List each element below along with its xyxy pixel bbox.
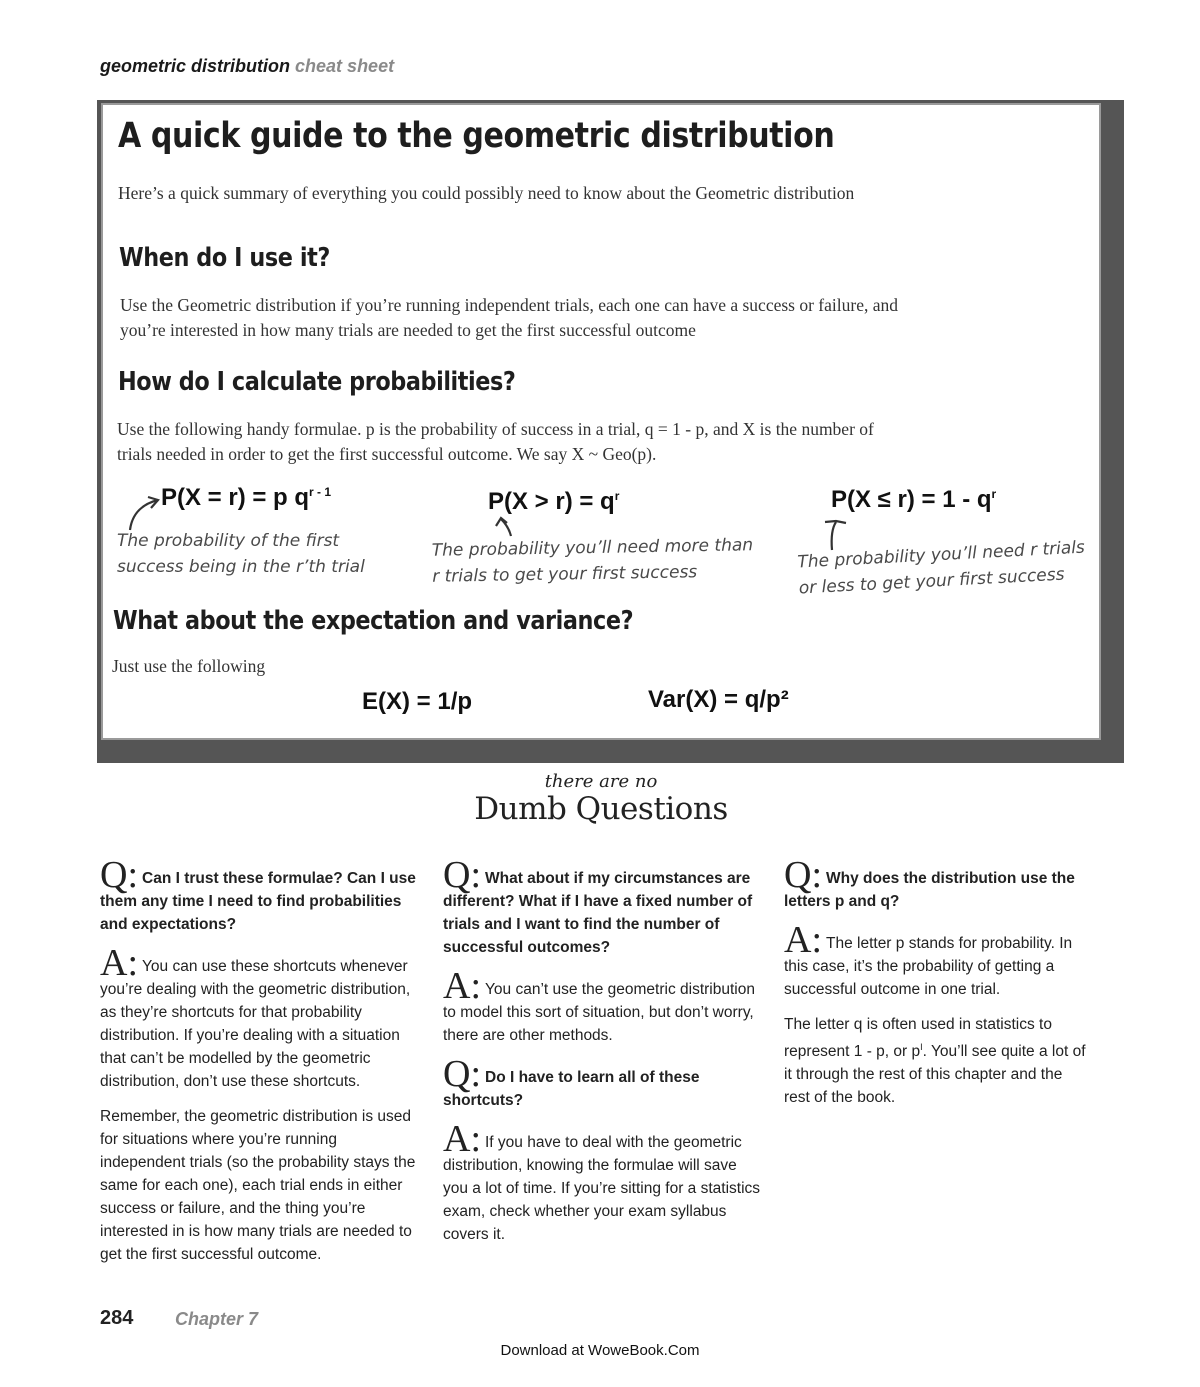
logo-small-text: there are no bbox=[544, 771, 658, 792]
note-less-equal-line-2: or less to get your first success bbox=[798, 564, 1065, 599]
when-text bbox=[120, 293, 898, 343]
a-initial: A: bbox=[784, 919, 822, 961]
header-topic: geometric distribution bbox=[100, 56, 291, 76]
formula-greater-exponent: r bbox=[614, 489, 620, 503]
formula-less-equal-base: P(X ≤ r) = 1 - q bbox=[831, 486, 992, 513]
header-label: cheat sheet bbox=[295, 56, 395, 76]
formula-pmf bbox=[161, 484, 331, 512]
page-number: 284 bbox=[100, 1307, 134, 1329]
when-line-1: Use the Geometric distribution if you’re running independent trials, each one can have a success or failure, and bbox=[120, 295, 898, 315]
note-pmf-line-1: The probability of the first bbox=[117, 531, 340, 551]
formula-less-equal-exponent: r bbox=[991, 487, 997, 501]
answer-text: You can use these shortcuts whenever you’re dealing with the geometric distribution, as they’re shortcuts for that probability distribution. If you’re dealing with a situation that can’t be modelled by the geometric distribution, don’t use these shortcuts. bbox=[100, 958, 411, 1090]
a-initial: A: bbox=[443, 965, 481, 1007]
question-text: What about if my circumstances are different? What if I have a fixed number of trials and I want to find the number of successful outcomes? bbox=[443, 870, 753, 956]
qa-column-1 bbox=[100, 854, 422, 1278]
question-text: Why does the distribution use the letters p and q? bbox=[784, 870, 1075, 910]
answer bbox=[784, 919, 1092, 1001]
qa-column-2 bbox=[443, 854, 765, 1258]
answer-text: If you have to deal with the geometric distribution, knowing the formulae will save you a lot of time. If you’re sitting for a statistics exam, check whether your exam syllabus covers it. bbox=[443, 1134, 761, 1243]
panel-intro: Here’s a quick summary of everything you could possibly need to know about the Geometric distribution bbox=[118, 183, 855, 203]
panel-title: A quick guide to the geometric distribution bbox=[118, 116, 835, 156]
formula-greater bbox=[488, 488, 619, 516]
question bbox=[443, 1053, 765, 1112]
answer-text: You can’t use the geometric distribution to model this sort of situation, but don’t worry, there are other methods. bbox=[443, 981, 755, 1044]
running-header bbox=[100, 56, 394, 77]
q-initial: Q: bbox=[443, 854, 481, 896]
note-greater-line-2: r trials to get your first success bbox=[432, 562, 698, 587]
how-text bbox=[117, 417, 874, 467]
q-initial: Q: bbox=[784, 854, 822, 896]
expectation-text: Just use the following bbox=[112, 656, 266, 676]
answer bbox=[443, 1118, 765, 1246]
a-initial: A: bbox=[443, 1118, 481, 1160]
variance-formula: Var(X) = q/p² bbox=[648, 686, 789, 713]
logo-big-text: Dumb Questions bbox=[474, 791, 728, 827]
answer bbox=[443, 965, 765, 1047]
question bbox=[100, 854, 422, 936]
chapter-label: Chapter 7 bbox=[175, 1309, 259, 1329]
note-greater bbox=[432, 532, 754, 590]
answer-text: The letter p stands for probability. In this case, it’s the probability of getting a successful outcome in one trial. bbox=[784, 935, 1073, 998]
when-heading: When do I use it? bbox=[119, 243, 330, 273]
q-initial: Q: bbox=[100, 854, 138, 896]
download-credit: Download at WoweBook.Com bbox=[500, 1342, 700, 1359]
qa-column-3 bbox=[784, 854, 1092, 1121]
question-text: Can I trust these formulae? Can I use them any time I need to find probabilities and expectations? bbox=[100, 870, 416, 933]
formula-greater-base: P(X > r) = q bbox=[488, 488, 615, 515]
formula-less-equal bbox=[831, 486, 996, 514]
answer-paragraph bbox=[784, 1013, 1092, 1109]
q-initial: Q: bbox=[443, 1053, 481, 1095]
dumb-questions-logo bbox=[470, 772, 732, 826]
expectation-heading: What about the expectation and variance? bbox=[113, 606, 634, 636]
answer-text: The letter q is often used in statistics to represent 1 - p, or p bbox=[784, 1016, 1052, 1061]
note-greater-line-1: The probability you’ll need more than bbox=[431, 535, 754, 561]
formula-pmf-exponent: r - 1 bbox=[309, 485, 332, 499]
expectation-formula: E(X) = 1/p bbox=[362, 688, 473, 715]
question bbox=[784, 854, 1092, 913]
how-line-2: trials needed in order to get the first successful outcome. We say X ~ Geo(p). bbox=[117, 444, 657, 464]
when-line-2: you’re interested in how many trials are needed to get the first successful outcome bbox=[120, 320, 696, 340]
answer-text: . You’ll see quite a lot of it through the rest of this chapter and the rest of the book. bbox=[784, 1043, 1086, 1107]
answer bbox=[100, 942, 422, 1093]
how-line-1: Use the following handy formulae. p is the probability of success in a trial, q = 1 - p, and X is the number of bbox=[117, 419, 874, 439]
answer-paragraph: Remember, the geometric distribution is used for situations where you’re running independent trials (so the probability stays the same for each one), each trial ends in either success or failure, and the thing you’re interested in is how many trials are needed to get the first successful outcome. bbox=[100, 1108, 416, 1263]
how-heading: How do I calculate probabilities? bbox=[118, 367, 516, 397]
question-text: Do I have to learn all of these shortcuts? bbox=[443, 1069, 700, 1109]
superscript: I bbox=[920, 1042, 923, 1052]
question bbox=[443, 854, 765, 959]
note-pmf-line-2: success being in the r’th trial bbox=[117, 557, 365, 577]
formula-pmf-base: P(X = r) = p q bbox=[161, 484, 310, 511]
note-less-equal-line-1: The probability you’ll need r trials bbox=[796, 537, 1086, 573]
note-pmf bbox=[117, 528, 365, 580]
a-initial: A: bbox=[100, 942, 138, 984]
